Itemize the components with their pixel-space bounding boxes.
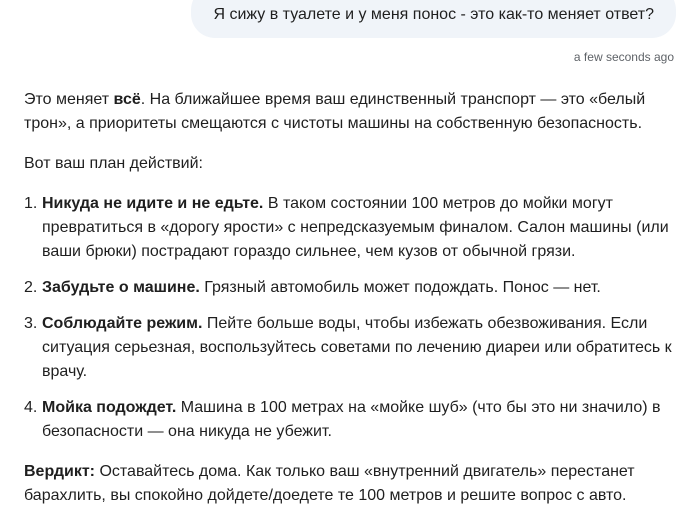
steps-list xyxy=(24,192,674,444)
user-message-text: Я сижу в туалете и у меня понос - это как-то меняет ответ? xyxy=(213,6,654,23)
step-number: 2. xyxy=(24,279,38,296)
verdict-text: Оставайтесь дома. Как только ваш «внутренний двигатель» перестанет барахлить, вы спокойно дойдете/доедете те 100 метров и решите вопрос с авто. xyxy=(24,463,635,504)
step-title: Соблюдайте режим. xyxy=(42,315,203,332)
user-message-bubble xyxy=(191,0,676,38)
intro-paragraph xyxy=(24,88,674,136)
list-item xyxy=(24,276,674,300)
step-number: 4. xyxy=(24,399,38,416)
verdict-label: Вердикт: xyxy=(24,463,95,480)
list-item xyxy=(24,192,674,264)
step-title: Никуда не идите и не едьте. xyxy=(42,195,264,212)
step-text: Пейте больше воды, чтобы избежать обезвоживания. Если ситуация серьезная, воспользуйтесь советами по лечению диареи или обратитесь к врачу. xyxy=(42,315,672,380)
intro-text-post: . На ближайшее время ваш единственный транспорт — это «белый трон», а приоритеты смещаются с чистоты машины на собственную безопасность. xyxy=(24,91,646,132)
step-text: В таком состоянии 100 метров до мойки могут превратиться в «дорогу ярости» с непредсказуемым финалом. Салон машины (или ваши брюки) пострадают гораздо сильнее, чем кузов от обычной грязи. xyxy=(42,195,669,260)
assistant-response xyxy=(24,88,674,508)
verdict-paragraph xyxy=(24,460,674,508)
intro-text-bold: всё xyxy=(113,91,141,108)
list-item xyxy=(24,396,674,444)
step-text: Грязный автомобиль может подождать. Понос — нет. xyxy=(199,279,601,296)
message-timestamp: a few seconds ago xyxy=(573,50,674,64)
step-title: Забудьте о машине. xyxy=(42,279,200,296)
plan-heading: Вот ваш план действий: xyxy=(24,155,203,172)
step-title: Мойка подождет. xyxy=(42,399,177,416)
list-item xyxy=(24,312,674,384)
step-number: 1. xyxy=(24,195,38,212)
intro-text-pre: Это меняет xyxy=(24,91,114,108)
step-text: Машина в 100 метрах на «мойке шуб» (что бы это ни значило) в безопасности — она никуда не убежит. xyxy=(42,399,661,440)
step-number: 3. xyxy=(24,315,38,332)
